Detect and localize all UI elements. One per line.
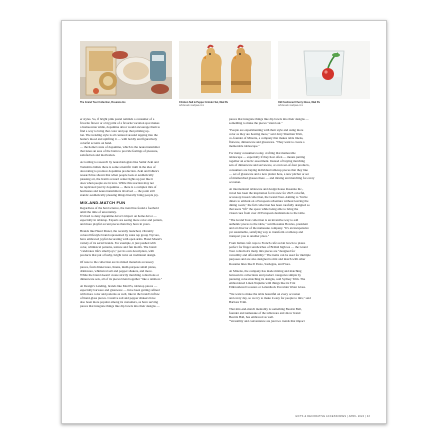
text-line: At international tableware and design house Rosanna Inc., [229,186,304,191]
text-line: embroidered Linen Napkins with things like its Trix [229,280,296,285]
paragraph [229,269,370,289]
paragraph [80,206,221,226]
text-line: From Italian café cups to French café au lait bowls to plates [229,241,306,246]
text-line: pursuing color-matching its designs, said Sydney Trim. The [229,276,306,281]
text-line: with more color and patterns as well, like in the brand's inflow [80,291,160,296]
text-line: pieces that integrate things like dip bowls into their designs — [80,303,160,308]
caption-url: wholesale.madpaa.com [278,104,304,107]
text-line: together an eclectic assortment. Instead of buying matching [229,159,305,164]
text-line: stands: aesthetically pleasing things literally bring people joy. [80,192,159,197]
text-line: Brands like Hazel Mazel, the recently launched, vibrantly [80,229,154,234]
paragraph [80,117,221,157]
text-line: accessory-based collection, the Grand Tour. Aiming to "invite [229,194,308,199]
text-line: Regardless of the hard science, the trend has found a foothold [80,205,159,210]
text-line: versatility and affordability." The items can be used for multiple [229,253,311,258]
text-line: sets of dinnerware and serveware, or even set-of-four products, [229,163,310,168]
text-line: of mismatched glasses there — and mixing and matching for every [229,175,315,180]
text-line: Tomohiro Ishizu there is some scientific truth in the idea of [80,164,156,169]
text-line: find a way to bring that color and pop that printing up- [80,129,150,134]
text-line: especially in tabletop. Experts are seeing more color and pattern, [80,218,163,223]
text-line: er styles. So, if bright pink pastel reminds a consumer of a [80,117,155,121]
text-line: pleasing art, the brain's reward center lights up just like it [80,176,154,181]
text-line: flatware, dinnerware and glassware. "They want to create a [229,140,305,145]
text-line: does when people are in love. While this reaction may not [80,180,155,185]
text-line: Barbara Trim. [229,299,247,304]
text-line: It's hard to deny dopamine décor's impact on home décor — [80,213,157,218]
text-line: "Versatility and convenience are just two trends that impact [229,319,305,324]
text-line: also been more popular among its customers, as have serving [80,299,159,304]
text-line: be replicated just by dopamine — there is a complex mix of [80,184,157,189]
text-line: travel has been the inspiration for its new for 2025 colorful, [229,190,306,195]
text-line: "We want to make the table beautiful on every occasion [229,291,301,296]
text-line: founder and namesake of the tableware and décor brand [229,310,301,315]
paragraph [229,117,370,125]
text-line: drinkware, whimsical salt and pepper shakers, and more. [80,268,153,273]
text-line: That mix-and-match mentality is something Beatriz Ball, [229,306,302,311]
text-line: — the home's state of dopamine, which is the neurotransmitter [80,145,160,150]
text-line: decorating to produce dopamine production. Zeki and Ishizu's [80,168,159,173]
caption-title: Chicken Salt & Pepper Grinder Set, Mad Pa [179,101,228,104]
caption-title: The Grand Tour Collection, Rosanna Inc. [80,101,127,104]
paragraph [80,229,221,257]
text-line: For many consumers today, crafting that memorable [229,151,296,156]
paragraph [229,218,370,238]
text-line: satisfaction and motivation. [80,153,116,158]
text-line: something to make the pieces "stand out." [229,121,283,126]
caption-url: wholesale.madpaa.com [179,104,205,107]
text-line: and art director of the namesake company. "It's an inexpensive [229,226,309,231]
text-line: and every day, so we try to make it easy for people to mix," said [229,295,311,300]
text-line: lon. The trending style is all centered around tapping into the [80,133,158,138]
text-line: Rosanna lines like Il Pesto, Sardegna, and Fiore. [229,261,291,266]
text-line: "People are experimenting with their style and using more [229,128,304,133]
text-line: a homeowner smile, dopamine décor would encourage them to [80,125,161,130]
text-line: visual cues from over 20 European destinations to the table. [229,210,306,215]
text-line: home's mood and uplifting it — with boldly and figuratively [80,137,158,142]
paragraph [229,241,370,265]
text-line: purposes and are also designed to mix and match with other [229,257,306,262]
text-line: research has shown that when people look at aesthetically [80,172,154,177]
text-line: variety of its serial brands. For example, it just pushed with [80,241,156,246]
text-line: of hand-glass pieces. Creative salt and pepper shakers have [80,295,156,300]
text-line: that tunes an area of the brain to provide feelings of pleasure, [80,149,159,154]
text-line: "celebrates life's small joys," per its own description, with [80,249,154,254]
paragraph [80,160,221,196]
text-line: yet sustainable, satisfying way to transform a tabletop and [229,230,304,235]
text-line: While the brand doesn't create strictly matching collections or [80,272,159,277]
text-line: occasion. [229,179,241,184]
text-line: have embraced joyful decorating with open arms. Hazel Mazel's [80,237,162,242]
grand-tour-collection-photo [80,41,172,99]
chicken-salt-pepper-grinder-photo [179,41,271,99]
text-line: favorite flower or a big print of a favorite vacation spot makes [80,121,160,126]
text-line: perfect for finger sandwiches of British high tea — the Grand [229,245,308,250]
text-line: dinnerware sets, all of its pieces blend together "like a rainbow." [80,276,163,281]
magazine-page [61,20,387,424]
text-line: Beatriz Ball, has embraced as well. [229,315,274,320]
paragraph [229,187,370,215]
cherry-glass-photo [278,41,370,99]
text-line: colored lifestyle brand represented by sales rep group Trycore, [80,233,160,238]
text-line: transport you to another place." [229,234,270,239]
caption-grand-tour [80,101,172,104]
paragraph [229,292,370,304]
text-line: amid the time of uncertainty. [80,209,117,214]
text-line: co-founder of Mixette, a company that makes table linens, [229,136,304,141]
text-line: According to research by neurobiologists like Semir Zeki and [80,160,159,165]
text-line: At Design's Landing, brands like Mad Pa, tabletop pieces — [80,283,158,288]
text-line: memorable tablescape." [229,144,260,149]
text-line: color, whimsical patterns, texture and fun motifs. The brand [80,245,157,250]
paragraph [229,151,370,183]
text-line: between its collections and product categories simple by [229,272,301,277]
text-line: consumers are buying individual tabletop pieces that they like [229,167,308,172]
text-line: dining room," the full collection has been carefully designed so [229,202,310,207]
section-subhead: MIX-AND-MATCH FUN [80,199,126,205]
text-line: especially barware and glassware — have been getting refined [80,287,160,292]
text-line: diners to embark on a European adventure without leaving the [229,198,309,203]
text-line: Tour collection's many mix pieces are "designed for [229,249,296,254]
photo-captions [80,101,370,113]
text-line: At Mixette, the company has made mixing and matching [229,268,302,273]
caption-title: Old Fashioned Cherry Glass, Mad Pa [278,101,320,104]
caption-cherry-glass [278,101,370,107]
paragraph [80,284,221,308]
paragraph [229,128,370,148]
text-line: hormones and neurotransmitters involved — the point still [80,188,155,193]
text-line: colorful accents on hand. [80,141,113,146]
text-line: — set of glassware and a new platter here, a new pitcher or set [229,171,309,176]
text-line: "The Grand Tour collection is an inventive way to add [229,218,299,223]
text-line: that users "lift" the space while being able to bring the [229,206,299,211]
text-line: Embroidered Coasters or Lelandlock Porcelain Water Glass. [229,284,306,289]
paragraph [229,307,370,323]
article-column-right [229,117,370,323]
page-footer: GIFTS & DECORATIVE ACCESSORIES | APRIL 2024 | 43 [295,415,370,418]
text-line: products that put a flashy, bright twist on traditional design. [80,253,157,258]
text-line: color as they are hosting more," said Jerry Sherman Trim, [229,132,303,137]
caption-chicken-grinder [179,101,271,107]
text-line: authentic pieces to the table," said Rosanna Bowles, president [229,222,308,227]
article-column-left [80,117,221,308]
text-line: tablescape — especially if they host often — means putting [229,155,306,160]
text-line: pieces, from dinnerware, linens, multi-purpose small plates, [80,264,157,269]
text-line: Of note to the collection are its mixed materials accessory [80,260,154,265]
paragraph [80,260,221,280]
text-line: and more playful accent pieces than they have in years. [80,222,151,227]
text-line: pieces that integrate things like dip bowls into their designs — [229,117,309,121]
